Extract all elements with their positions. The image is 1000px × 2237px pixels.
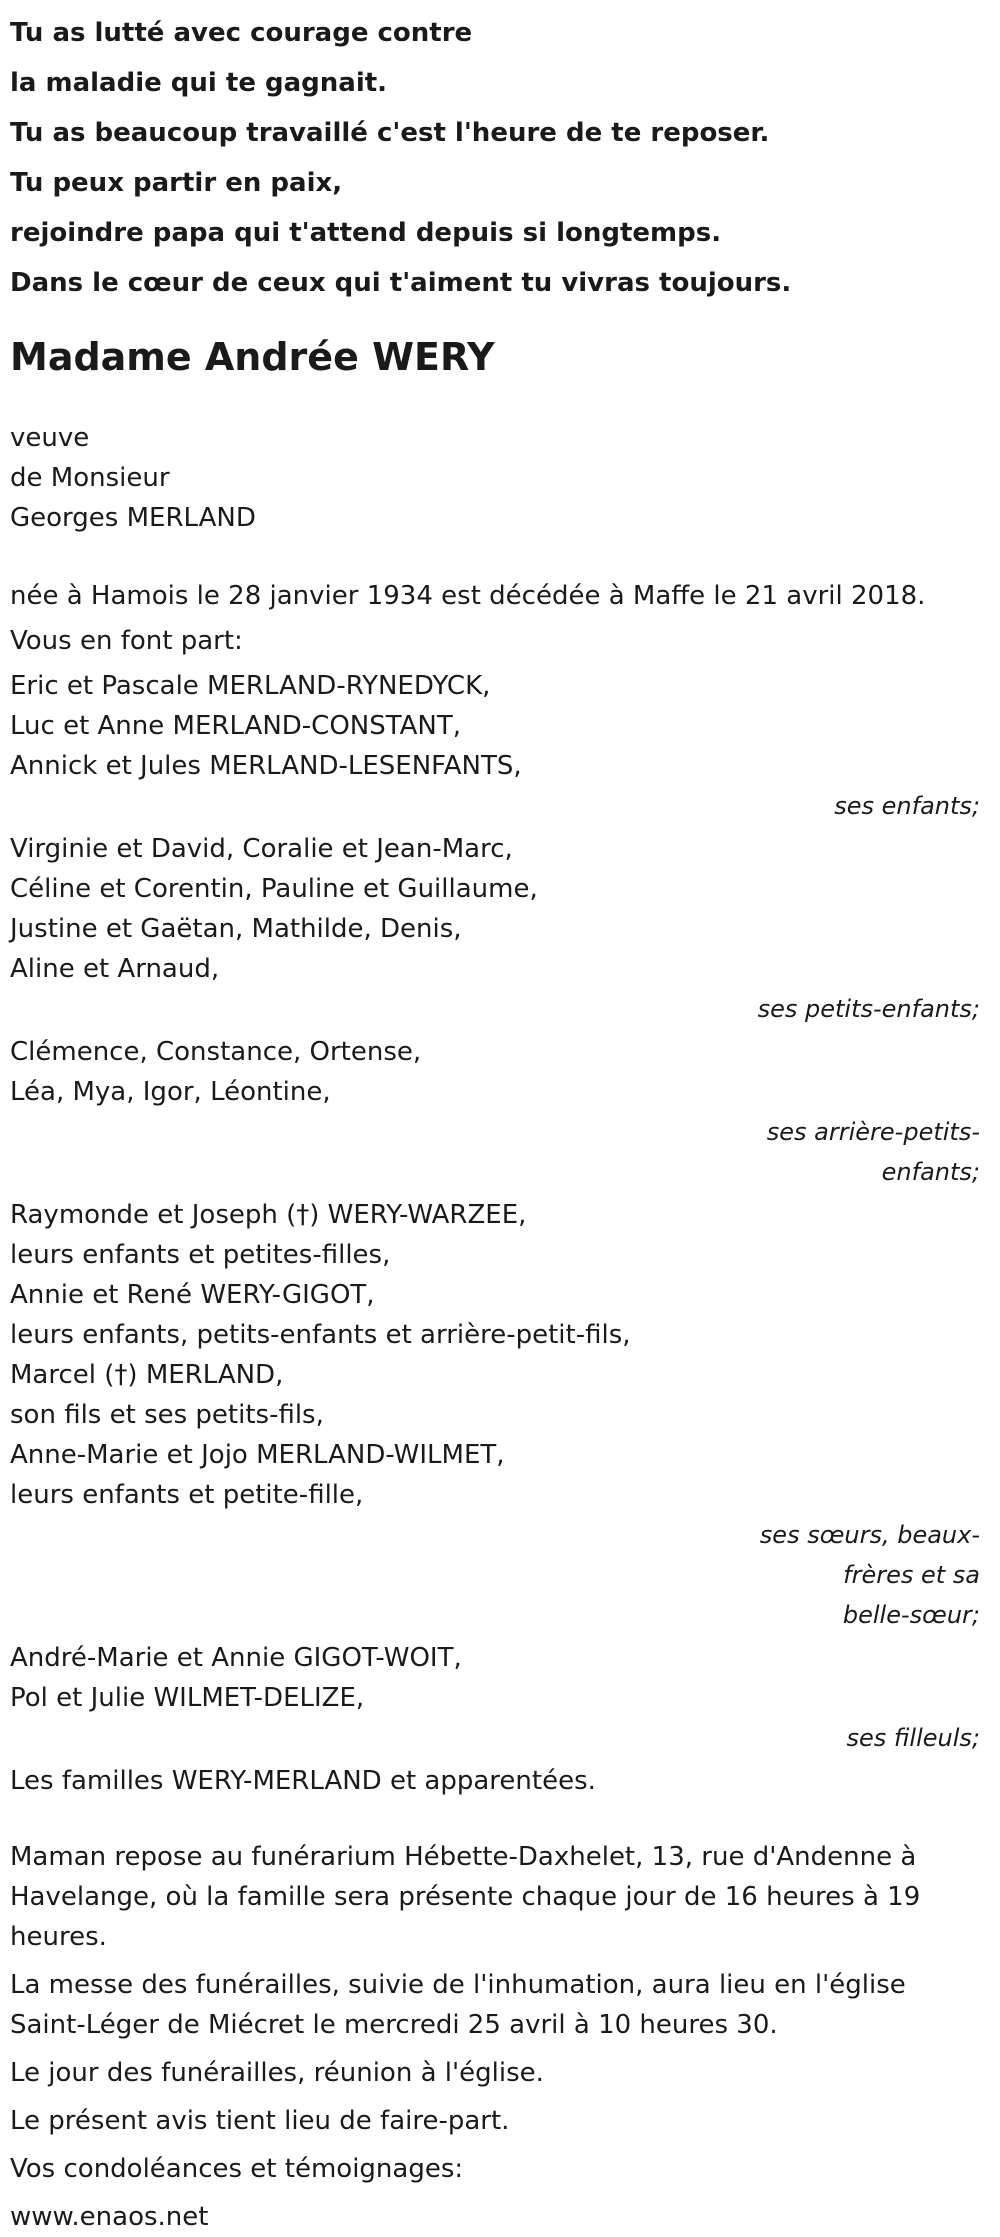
relation-label: enfants; [881,1158,980,1186]
widow-line: Georges MERLAND [10,503,256,533]
children-block [10,666,990,826]
faire-part-line: Le présent avis tient lieu de faire-part. [10,2106,510,2136]
siblings-block [10,1195,990,1635]
relation-label: ses sœurs, beaux- [759,1521,980,1549]
poem-line: Tu as beaucoup travaillé c'est l'heure de te reposer. [10,118,770,148]
relation-label: belle-sœur; [842,1601,980,1629]
info-line: La messe des funérailles, suivie de l'inhumation, aura lieu en l'église [10,1970,906,2000]
family-line: Luc et Anne MERLAND-CONSTANT, [10,711,461,741]
relation-label: frères et sa [843,1561,980,1589]
widow-line: de Monsieur [10,463,170,493]
family-line: leurs enfants, petits-enfants et arrière-petit-fils, [10,1320,631,1350]
family-line: Raymonde et Joseph (†) WERY-WARZEE, [10,1200,527,1230]
relation-label: ses petits-enfants; [757,995,980,1023]
family-line: Aline et Arnaud, [10,954,220,984]
family-line: Marcel (†) MERLAND, [10,1360,284,1390]
announce-text: Vous en font part: [10,626,243,656]
widow-line: veuve [10,423,90,453]
reunion-line: Le jour des funérailles, réunion à l'église. [10,2058,544,2088]
godchildren-block [10,1638,990,1758]
family-line: leurs enfants et petites-filles, [10,1240,391,1270]
relation-label: ses enfants; [834,792,980,820]
widow-block [10,418,990,538]
family-line: Eric et Pascale MERLAND-RYNEDYCK, [10,671,491,701]
family-line: André-Marie et Annie GIGOT-WOIT, [10,1643,462,1673]
website-link[interactable]: www.enaos.net [10,2202,209,2232]
grandchildren-block [10,829,990,1029]
family-line: Léa, Mya, Igor, Léontine, [10,1077,331,1107]
info-line: heures. [10,1922,107,1952]
families-line: Les familles WERY-MERLAND et apparentées. [10,1766,596,1796]
poem-line: rejoindre papa qui t'attend depuis si longtemps. [10,218,722,248]
family-line: son fils et ses petits-fils, [10,1400,324,1430]
funerarium-info [10,1837,990,1957]
family-line: Clémence, Constance, Ortense, [10,1037,422,1067]
poem [10,8,990,308]
relation-label: ses arrière-petits- [766,1118,980,1146]
life-dates: née à Hamois le 28 janvier 1934 est décédée à Maffe le 21 avril 2018. [10,581,926,611]
mass-info [10,1965,990,2045]
info-line: Havelange, où la famille sera présente chaque jour de 16 heures à 19 [10,1882,921,1912]
deceased-name: Madame Andrée WERY [10,335,495,379]
family-line: Justine et Gaëtan, Mathilde, Denis, [10,914,462,944]
family-line: Virginie et David, Coralie et Jean-Marc, [10,834,513,864]
info-line: Saint-Léger de Miécret le mercredi 25 avril à 10 heures 30. [10,2010,778,2040]
relation-label: ses filleuls; [846,1724,980,1752]
poem-line: la maladie qui te gagnait. [10,68,388,98]
family-line: Annick et Jules MERLAND-LESENFANTS, [10,751,522,781]
family-line: leurs enfants et petite-fille, [10,1480,364,1510]
condolences-line: Vos condoléances et témoignages: [10,2154,464,2184]
family-line: Anne-Marie et Jojo MERLAND-WILMET, [10,1440,505,1470]
family-line: Annie et René WERY-GIGOT, [10,1280,375,1310]
great-grandchildren-block [10,1032,990,1192]
family-line: Pol et Julie WILMET-DELIZE, [10,1683,365,1713]
poem-line: Tu as lutté avec courage contre [10,18,473,48]
family-line: Céline et Corentin, Pauline et Guillaume, [10,874,538,904]
poem-line: Tu peux partir en paix, [10,168,343,198]
info-line: Maman repose au funérarium Hébette-Daxhelet, 13, rue d'Andenne à [10,1842,917,1872]
poem-line: Dans le cœur de ceux qui t'aiment tu vivras toujours. [10,268,792,298]
